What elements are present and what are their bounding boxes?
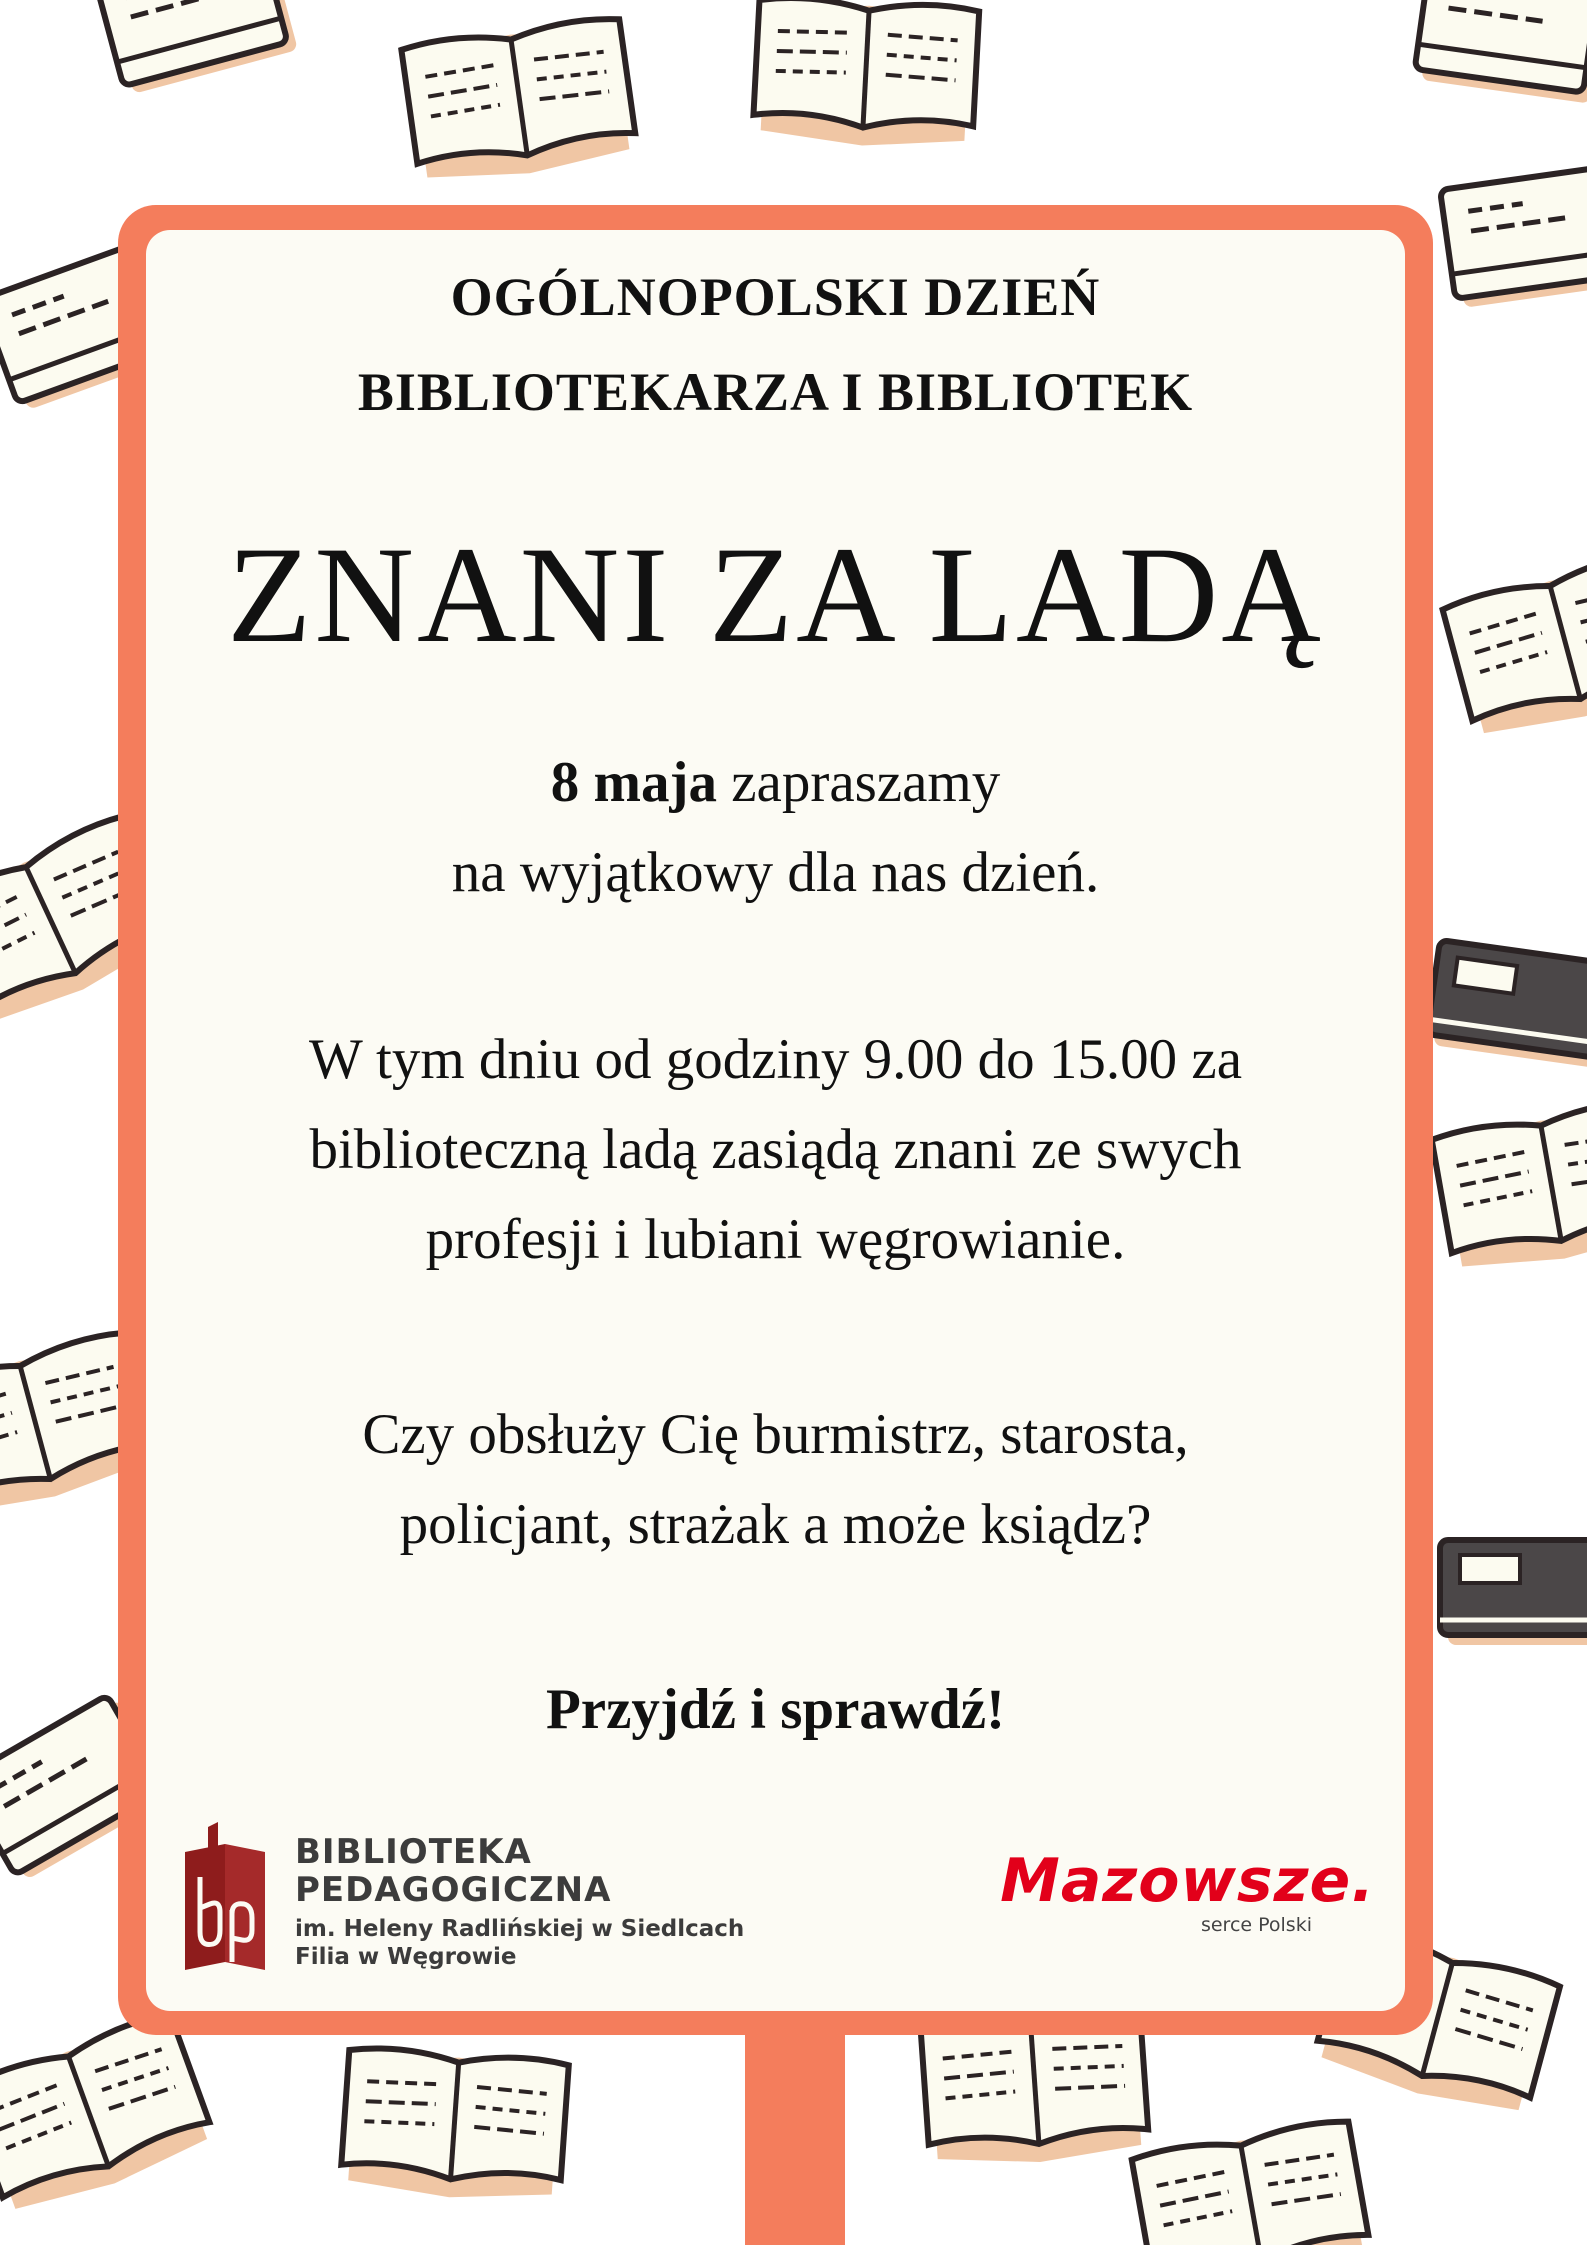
question-line-2: policjant, strażak a może ksiądz?	[399, 1493, 1152, 1556]
mazowsze-tagline: serce Polski	[1200, 1914, 1312, 1936]
mazowsze-logo	[955, 1848, 1375, 1936]
invitation-paragraph	[146, 738, 1405, 918]
details-paragraph	[146, 1015, 1405, 1285]
library-sub-line-2: Filia w Węgrowie	[295, 1944, 517, 1970]
invitation-text: zapraszamy	[716, 751, 1001, 814]
library-sub-line-1: im. Heleny Radlińskiej w Siedlcach	[295, 1916, 745, 1942]
details-line-3: profesji i lubiani węgrowianie.	[425, 1208, 1126, 1271]
event-date: 8 maja	[550, 751, 717, 814]
event-title: ZNANI ZA LADĄ	[227, 518, 1324, 671]
event-subtitle	[146, 250, 1405, 440]
mazowsze-wordmark: Mazowsze.	[1000, 1846, 1375, 1916]
details-line-2: biblioteczną ladą zasiądą znani ze swych	[309, 1118, 1242, 1181]
library-logo-icon	[180, 1822, 270, 1972]
invitation-line-2: na wyjątkowy dla nas dzień.	[451, 841, 1100, 904]
library-logo-text	[295, 1833, 744, 1971]
subtitle-line-2: BIBLIOTEKARZA I BIBLIOTEK	[357, 362, 1194, 422]
question-paragraph	[146, 1390, 1405, 1570]
invitation-line-1	[146, 738, 1405, 828]
sign-post	[745, 2005, 845, 2245]
library-name-line-2: PEDAGOGICZNA	[295, 1870, 612, 1910]
call-to-action: Przyjdź i sprawdź!	[545, 1678, 1006, 1741]
subtitle-line-1: OGÓLNOPOLSKI DZIEŃ	[450, 267, 1101, 327]
details-line-1: W tym dniu od godziny 9.00 do 15.00 za	[308, 1028, 1242, 1091]
library-name-line-1: BIBLIOTEKA	[295, 1832, 532, 1872]
question-line-1: Czy obsłuży Cię burmistrz, starosta,	[362, 1403, 1189, 1466]
